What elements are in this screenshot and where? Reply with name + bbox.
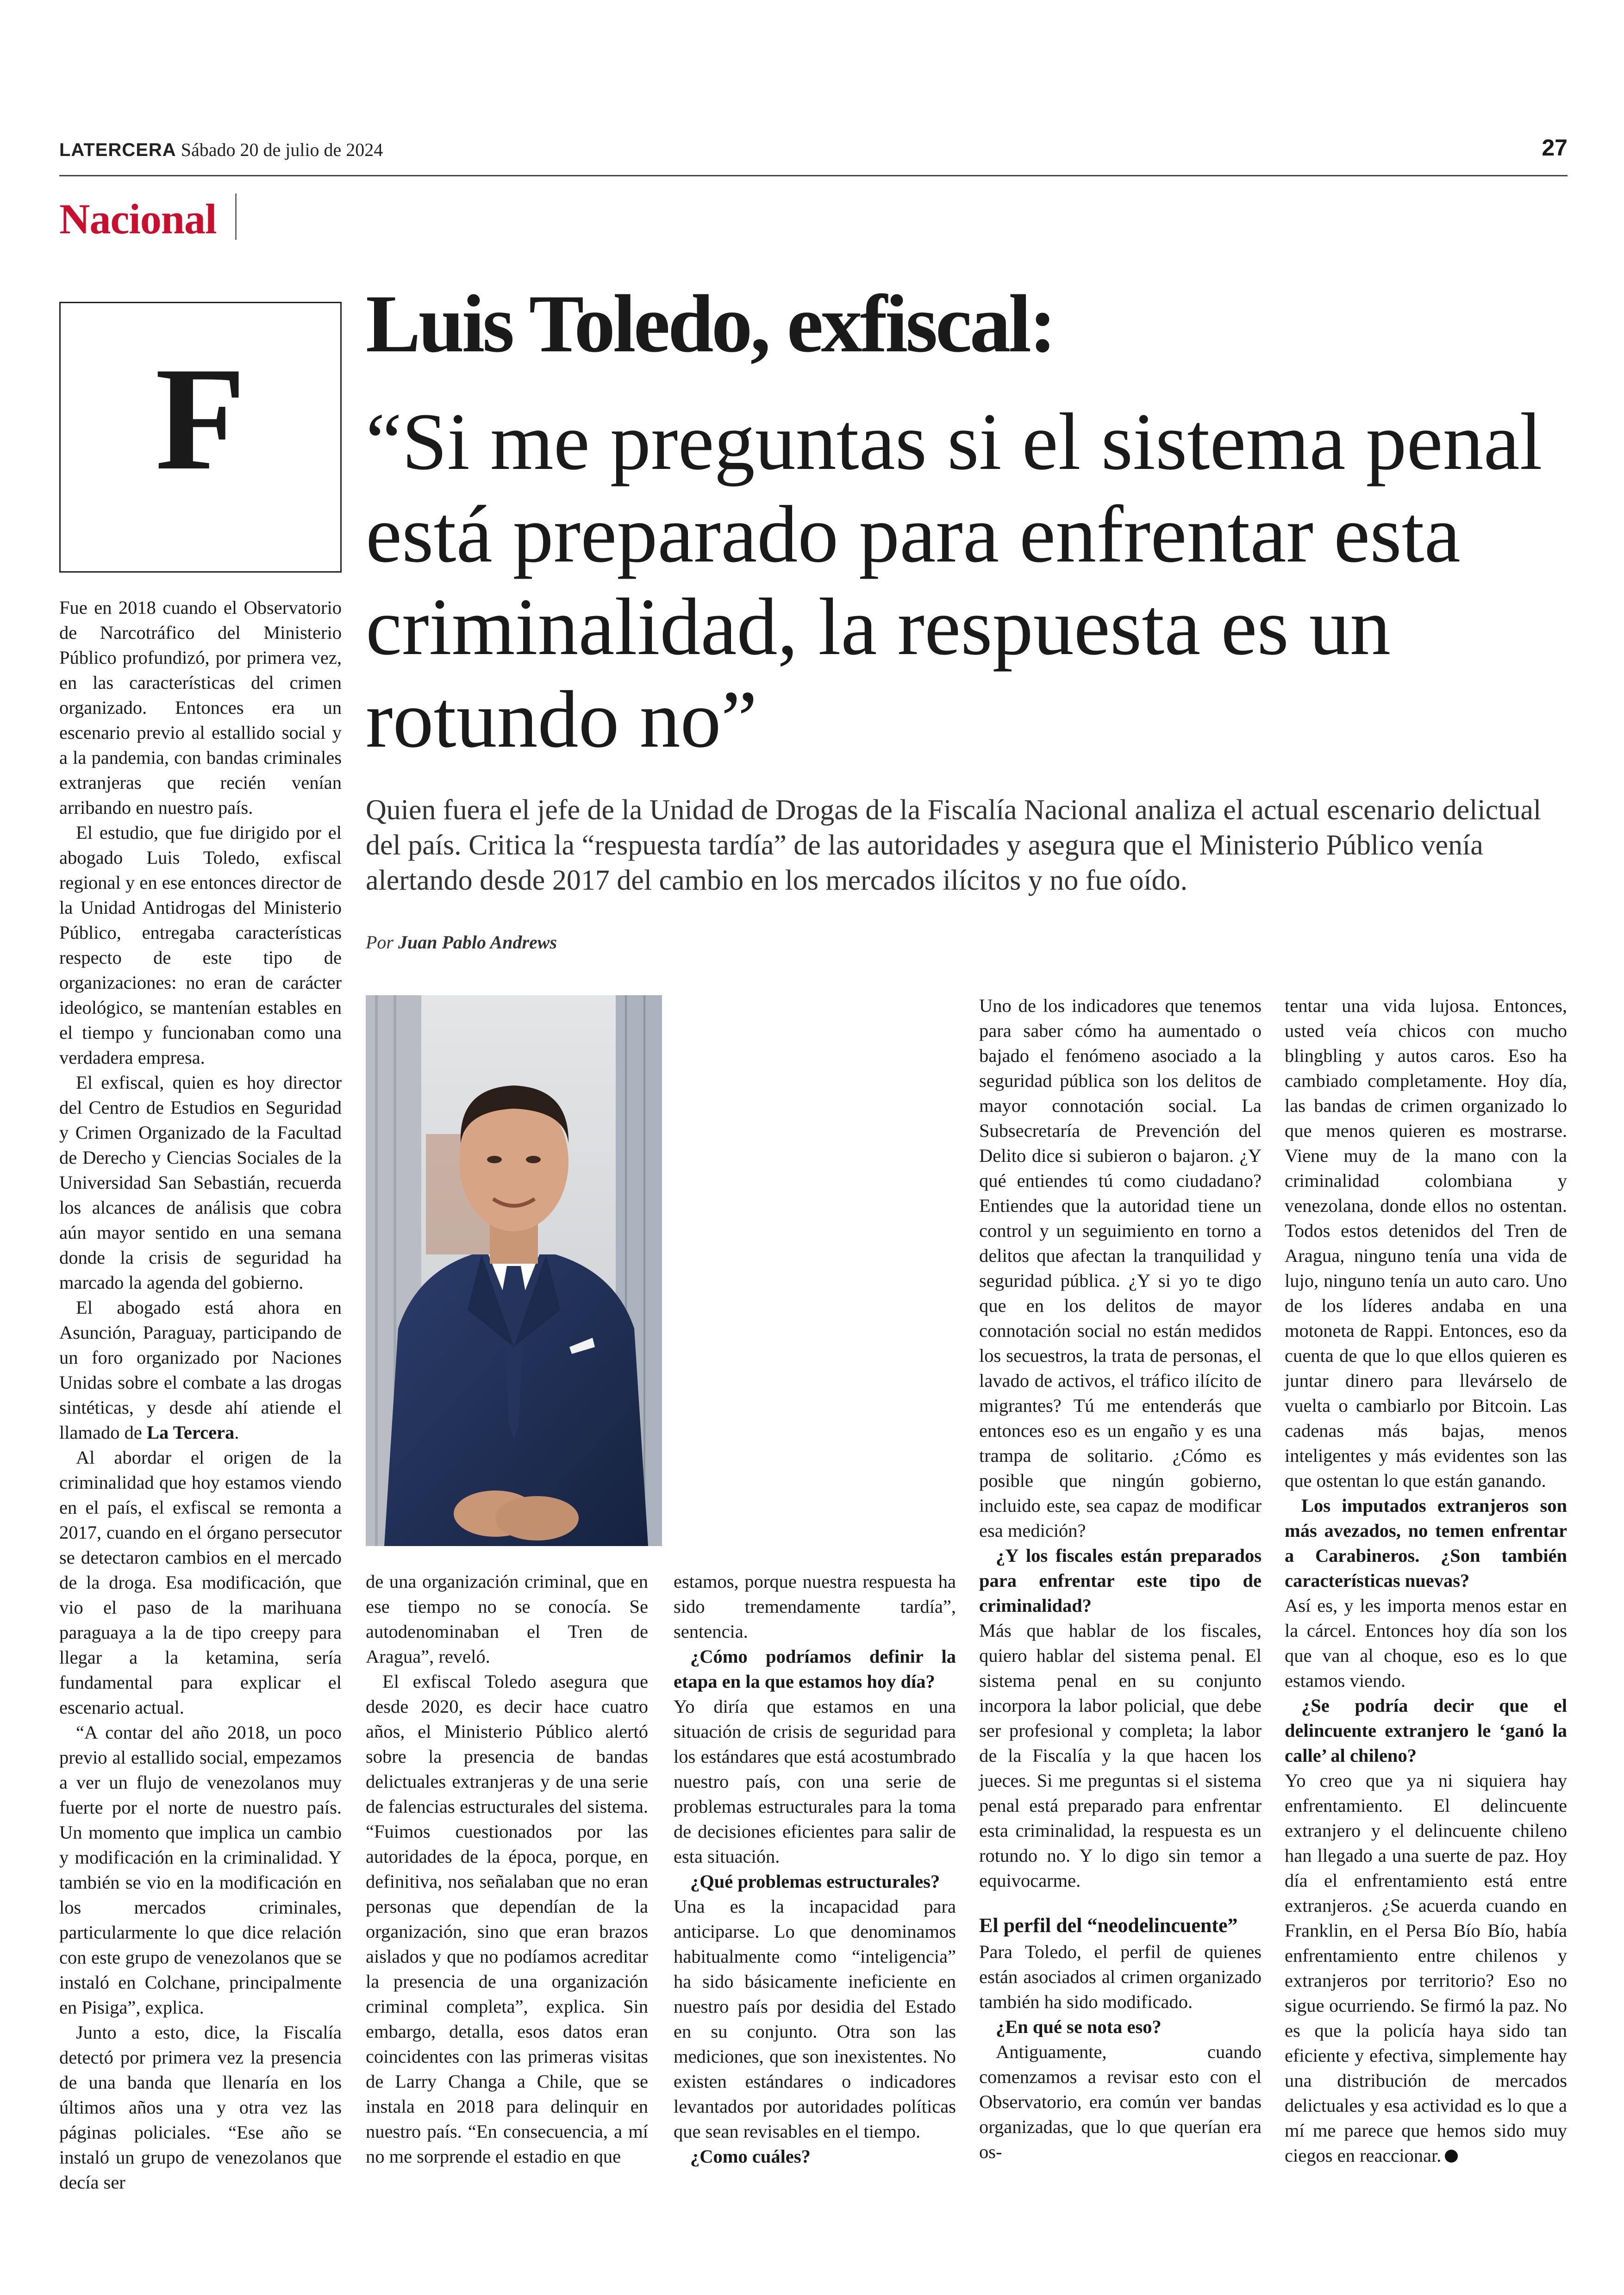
interview-question: Los imputados extranjeros son más avezados, no temen enfrentar a Carabineros. ¿Son también características nuevas? [1285,1495,1567,1591]
page-number: 27 [1542,135,1568,161]
paragraph: “A contar del año 2018, un poco previo al estallido social, empezamos a ver un flujo de venezolanos muy fuerte por el norte de nuestro país. Un momento que implica un cambio y modificación en la criminalidad. Y también se vio en la modificación en los mercados criminales, particularmente lo que dice relación con este grupo de venezolanos que se instaló en Colchane, principalmente en Pisiga”, explica. [59,1722,342,2018]
portrait-illustration [366,995,662,1546]
paragraph: El estudio, que fue dirigido por el abogado Luis Toledo, exfiscal regional y en ese entonces director de la Unidad Antidrogas del Ministerio Público, entregaba características respecto de este tipo de organizaciones: no eran de carácter ideológico, se mantenían estables en el tiempo y funcionaban como una verdadera empresa. [59,822,342,1068]
interview-question: ¿Como cuáles? [690,2146,811,2167]
headline-quote: “Si me preguntas si el sistema penal está preparado para enfrentar esta criminalidad, la respuesta es un rotundo no” [366,397,1543,765]
byline-author: Juan Pablo Andrews [398,932,557,953]
interview-question: ¿Qué problemas estructurales? [690,1871,940,1892]
issue-date: Sábado 20 de julio de 2024 [181,139,383,160]
interview-answer [1285,1768,1567,2168]
byline-prefix: Por [366,932,394,953]
lede: Quien fuera el jefe de la Unidad de Drogas de la Fiscalía Nacional analiza el actual escenario delictual del país. Critica la “respuesta tardía” de las autoridades y asegura que el Ministerio Público venía alertando desde 2017 del cambio en los mercados ilícitos y no fue oído. [366,794,1542,896]
paragraph [59,1295,342,1445]
paragraph: de una organización criminal, que en ese tiempo no se conocía. Se autodenominaban el Tren de Aragua”, reveló. [366,1571,648,1667]
end-of-article-icon [1445,2150,1458,2163]
paragraph: Al abordar el origen de la criminalidad que hoy estamos viendo en el país, el exfiscal se remonta a 2017, cuando en el órgano persecutor se detectaron cambios en el mercado de la droga. Esa modificación, que vio el paso de la marihuana paraguaya a la de tipo creepy para llegar a la ketamina, sería fundamental para explicar el escenario actual. [59,1447,342,1718]
interview-answer: Antiguamente, cuando comenzamos a revisar esto con el Observatorio, era común ver bandas organizadas, que lo que querían era os- [979,2041,1262,2162]
section-label: Nacional [59,195,217,243]
section-divider [235,193,237,240]
portrait-photo [366,995,662,1546]
f-logo-box [59,302,342,573]
interview-answer: Yo diría que estamos en una situación de crisis de seguridad para los estándares que está acostumbrado nuestro país, con una serie de problemas estructurales para la toma de decisiones eficientes para salir de esta situación. [674,1696,956,1867]
body-column-3 [674,1569,956,2169]
body-column-4 [979,993,1262,2164]
newspaper-name: La Tercera [146,1422,235,1443]
paragraph: Junto a esto, dice, la Fiscalía detectó por primera vez la presencia de una banda que llenaría en los últimos años una y otra vez las páginas policiales. “Ese año se instaló un grupo de venezolanos que decía ser [59,2022,342,2193]
masthead [59,139,383,161]
paragraph-text: El abogado está ahora en Asunción, Paraguay, participando de un foro organizado por Naciones Unidas sobre el combate a las drogas sintéticas, y desde ahí atiende el llamado de [59,1297,342,1443]
body-column-5 [1285,993,1567,2168]
interview-question: ¿Cómo podríamos definir la etapa en la que estamos hoy día? [674,1646,956,1692]
interview-question: ¿En qué se nota eso? [996,2016,1162,2037]
newspaper-brand: LATERCERA [59,140,176,160]
f-logo-letter: F [155,337,246,501]
paragraph: estamos, porque nuestra respuesta ha sido tremendamente tardía”, sentencia. [674,1571,956,1642]
paragraph: El exfiscal, quien es hoy director del Centro de Estudios en Seguridad y Crimen Organizado de la Facultad de Derecho y Ciencias Sociales de la Universidad San Sebastián, recuerda los alcances de análisis que cobra aún mayor sentido en una semana donde la crisis de seguridad ha marcado la agenda del gobierno. [59,1072,342,1293]
interview-answer: Uno de los indicadores que tenemos para saber cómo ha aumentado o bajado el fenómeno asociado a la seguridad pública son los delitos de mayor connotación social. La Subsecretaría de Prevención del Delito dice si subieron o bajaron. ¿Y qué entiendes tú como ciudadano? Entiendes que la autoridad tiene un control y un seguimiento en torno a delitos que afectan la tranquilidad y seguridad pública. ¿Y si yo te digo que en los delitos de mayor connotación social no están medidos los secuestros, la trata de personas, el lavado de activos, el tráfico ilícito de migrantes? Tú me entenderás que entonces eso es un engaño y es una trampa de solitario. ¿Cómo es posible que ningún gobierno, incluido este, sea capaz de modificar esa medición? [979,995,1262,1541]
interview-answer: tentar una vida lujosa. Entonces, usted veía chicos con mucho blingbling y autos caros. Eso ha cambiado completamente. Hoy día, las bandas de crimen organizado lo que menos quieren es mostrarse. Viene muy de la mano con la criminalidad colombiana y venezolana, donde ellos no ostentan. Todos estos detenidos del Tren de Aragua, ninguno tenía una vida de lujo, ninguno tenía un auto caro. Uno de los líderes andaba en una motoneta de Rappi. Entonces, eso da cuenta de que lo que ellos quieren es juntar dinero para llevárselo de vuelta o cambiarlo por Bitcoin. Las cadenas más bajas, menos inteligentes y más evidentes son las que ostentan lo que están ganando. [1285,995,1567,1491]
paragraph-text: Yo creo que ya ni siquiera hay enfrentamiento. El delincuente extranjero y el delincuente chileno han llegado a una suerte de paz. Hoy día el enfrentamiento está entre extranjeros. ¿Se acuerda cuando en Franklin, en el Persa Bío Bío, había enfrentamiento entre chilenos y extranjeros por territorio? Eso no sigue ocurriendo. Se firmó la paz. No es que la policía haya sido tan eficiente y efectiva, simplemente hay una distribución de mercados delictuales y esa actividad es lo que a mí me parece que hemos sido muy ciegos en reaccionar. [1285,1770,1567,2166]
paragraph-text: . [234,1422,239,1443]
byline [366,931,557,953]
interview-answer: Una es la incapacidad para anticiparse. Lo que denominamos habitualmente como “inteligencia” ha sido básicamente ineficiente en nuestro país por desidia del Estado en su conjunto. Otra son las mediciones, que son inexistentes. No existen estándares o indicadores levantados por autoridades políticas que sean revisables en el tiempo. [674,1896,956,2142]
interview-answer: Así es, y les importa menos estar en la cárcel. Entonces hoy día son los que van al choque, eso es lo que estamos viendo. [1285,1595,1567,1691]
subheading: El perfil del “neodelincuente” [979,1914,1238,1937]
header-rule [59,175,1568,176]
interview-question: ¿Se podría decir que el delincuente extranjero le ‘ganó la calle’ al chileno? [1285,1695,1567,1766]
headline-name: Luis Toledo, exfiscal: [366,278,1055,369]
body-column-1 [59,595,342,2195]
paragraph: El exfiscal Toledo asegura que desde 2020, es decir hace cuatro años, el Ministerio Público alertó sobre la presencia de bandas delictuales extranjeras y de una serie de falencias estructurales del sistema. “Fuimos cuestionados por las autoridades de la época, porque, en definitiva, nos señalaban que no eran personas que dependían de la organización, sino que eran brazos aislados y que no podíamos acreditar la presencia de una organización criminal completa”, explica. Sin embargo, detalla, esos datos eran coincidentes con las primeras visitas de Larry Changa a Chile, que se instala en 2018 para delinquir en nuestro país. “En consecuencia, a mí no me sorprende el estadio en que [366,1671,648,2167]
interview-answer: Más que hablar de los fiscales, quiero hablar del sistema penal. El sistema penal en su conjunto incorpora la labor policial, que debe ser profesional y completa; la labor de la Fiscalía y la que hacen los jueces. Si me preguntas si el sistema penal está preparado para enfrentar esta criminalidad, la respuesta es un rotundo no. Y lo digo sin temor a equivocarme. [979,1620,1262,1891]
interview-question: ¿Y los fiscales están preparados para enfrentar este tipo de criminalidad? [979,1545,1262,1616]
paragraph: Para Toledo, el perfil de quienes están asociados al crimen organizado también ha sido modificado. [979,1941,1262,2012]
body-column-2 [366,1569,648,2169]
paragraph: Fue en 2018 cuando el Observatorio de Narcotráfico del Ministerio Público profundizó, por primera vez, en las características del crimen organizado. Entonces era un escenario previo al estallido social y a la pandemia, con bandas criminales extranjeras que recién venían arribando en nuestro país. [59,597,342,818]
